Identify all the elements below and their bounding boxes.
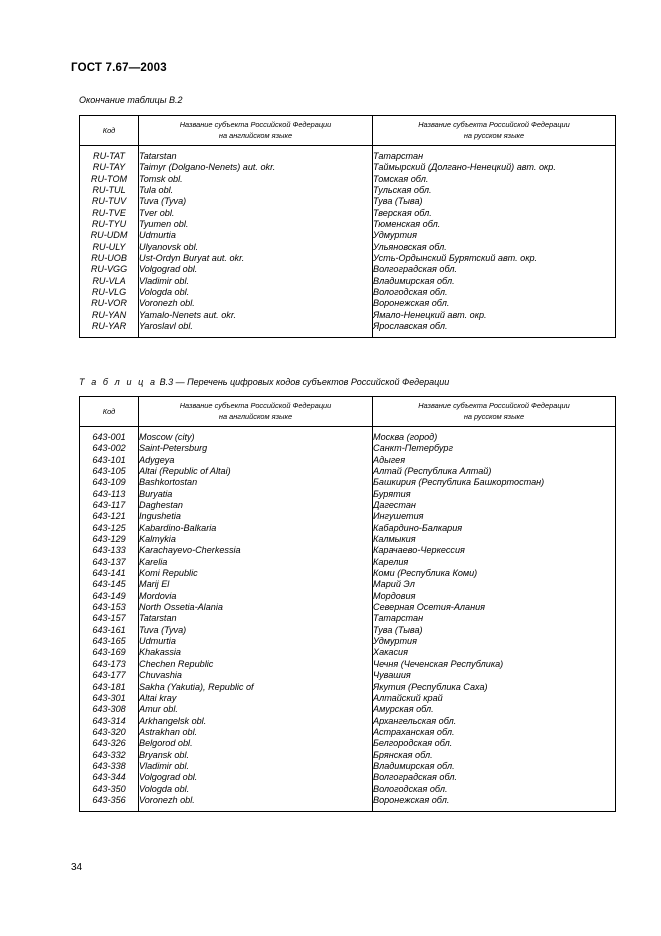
table-row bbox=[80, 545, 616, 556]
cell-name-russian: Удмуртия bbox=[373, 230, 616, 241]
table-row bbox=[80, 591, 616, 602]
cell-name-english: Marij El bbox=[139, 579, 373, 590]
cell-code: RU-VLA bbox=[80, 276, 139, 287]
cell-name-russian: Волгоградская обл. bbox=[373, 772, 616, 783]
table-row bbox=[80, 795, 616, 812]
cell-name-english: Amur obl. bbox=[139, 704, 373, 715]
cell-code: 643-145 bbox=[80, 579, 139, 590]
table-row bbox=[80, 208, 616, 219]
cell-code: RU-VLG bbox=[80, 287, 139, 298]
cell-code: RU-YAR bbox=[80, 321, 139, 338]
cell-name-english: North Ossetia-Alania bbox=[139, 602, 373, 613]
cell-name-english: Bashkortostan bbox=[139, 477, 373, 488]
cell-name-english: Mordovia bbox=[139, 591, 373, 602]
table-row bbox=[80, 750, 616, 761]
cell-name-russian: Татарстан bbox=[373, 145, 616, 162]
cell-name-english: Astrakhan obl. bbox=[139, 727, 373, 738]
cell-name-russian: Удмуртия bbox=[373, 636, 616, 647]
table-row bbox=[80, 693, 616, 704]
cell-name-russian: Тюменская обл. bbox=[373, 219, 616, 230]
column-header-code: Код bbox=[80, 116, 139, 146]
table-b2-head bbox=[80, 116, 616, 146]
cell-name-russian: Санкт-Петербург bbox=[373, 443, 616, 454]
cell-code: 643-161 bbox=[80, 625, 139, 636]
table-b3-head bbox=[80, 397, 616, 427]
table-row bbox=[80, 636, 616, 647]
cell-name-russian: Воронежская обл. bbox=[373, 298, 616, 309]
cell-name-russian: Адыгея bbox=[373, 455, 616, 466]
table-row bbox=[80, 727, 616, 738]
table-b3-caption-label: Т а б л и ц а bbox=[79, 377, 158, 387]
table-row bbox=[80, 455, 616, 466]
cell-name-russian: Чувашия bbox=[373, 670, 616, 681]
table-row bbox=[80, 613, 616, 624]
table-row bbox=[80, 276, 616, 287]
column-header-code: Код bbox=[80, 397, 139, 427]
cell-name-russian: Тульская обл. bbox=[373, 185, 616, 196]
cell-name-english: Saint-Petersburg bbox=[139, 443, 373, 454]
cell-code: RU-YAN bbox=[80, 310, 139, 321]
cell-name-russian: Усть-Ордынский Бурятский авт. окр. bbox=[373, 253, 616, 264]
cell-name-russian: Вологодская обл. bbox=[373, 287, 616, 298]
cell-name-russian: Марий Эл bbox=[373, 579, 616, 590]
cell-code: 643-121 bbox=[80, 511, 139, 522]
table-header-row bbox=[80, 116, 616, 146]
cell-name-english: Vologda obl. bbox=[139, 784, 373, 795]
column-header-russian bbox=[373, 397, 616, 427]
cell-name-english: Karelia bbox=[139, 557, 373, 568]
cell-code: RU-TUV bbox=[80, 196, 139, 207]
table-row bbox=[80, 670, 616, 681]
cell-name-russian: Архангельская обл. bbox=[373, 716, 616, 727]
cell-code: 643-338 bbox=[80, 761, 139, 772]
cell-name-russian: Астраханская обл. bbox=[373, 727, 616, 738]
cell-code: RU-TUL bbox=[80, 185, 139, 196]
column-header-english bbox=[139, 397, 373, 427]
cell-name-russian: Брянская обл. bbox=[373, 750, 616, 761]
cell-code: RU-ULY bbox=[80, 242, 139, 253]
cell-code: RU-UOB bbox=[80, 253, 139, 264]
table-row bbox=[80, 219, 616, 230]
cell-name-english: Udmurtia bbox=[139, 636, 373, 647]
cell-code: RU-VOR bbox=[80, 298, 139, 309]
cell-code: 643-332 bbox=[80, 750, 139, 761]
table-row bbox=[80, 682, 616, 693]
cell-code: 643-169 bbox=[80, 647, 139, 658]
table-row bbox=[80, 298, 616, 309]
table-b3-caption bbox=[79, 377, 449, 387]
cell-code: 643-326 bbox=[80, 738, 139, 749]
table-row bbox=[80, 174, 616, 185]
column-header-english-line2: на английском языке bbox=[218, 131, 293, 141]
table-row bbox=[80, 761, 616, 772]
cell-name-russian: Мордовия bbox=[373, 591, 616, 602]
cell-name-russian: Воронежская обл. bbox=[373, 795, 616, 812]
cell-name-english: Yaroslavl obl. bbox=[139, 321, 373, 338]
table-b2-caption: Окончание таблицы В.2 bbox=[79, 95, 183, 105]
cell-name-english: Sakha (Yakutia), Republic of bbox=[139, 682, 373, 693]
cell-name-russian: Амурская обл. bbox=[373, 704, 616, 715]
cell-name-english: Bryansk obl. bbox=[139, 750, 373, 761]
table-b3-caption-text: В.3 — Перечень цифровых кодов субъектов Российской Федерации bbox=[159, 377, 450, 387]
column-header-english-line1: Название субъекта Российской Федерации bbox=[179, 401, 332, 410]
cell-name-english: Chechen Republic bbox=[139, 659, 373, 670]
cell-code: 643-001 bbox=[80, 426, 139, 443]
column-header-english bbox=[139, 116, 373, 146]
column-header-russian-line2: на русском языке bbox=[463, 131, 525, 141]
table-row bbox=[80, 704, 616, 715]
cell-name-russian: Тува (Тыва) bbox=[373, 625, 616, 636]
cell-name-russian: Якутия (Республика Саха) bbox=[373, 682, 616, 693]
cell-name-russian: Ингушетия bbox=[373, 511, 616, 522]
cell-name-english: Ulyanovsk obl. bbox=[139, 242, 373, 253]
cell-code: 643-320 bbox=[80, 727, 139, 738]
cell-name-english: Voronezh obl. bbox=[139, 795, 373, 812]
table-row bbox=[80, 511, 616, 522]
cell-name-english: Moscow (city) bbox=[139, 426, 373, 443]
cell-code: RU-TYU bbox=[80, 219, 139, 230]
cell-name-english: Vologda obl. bbox=[139, 287, 373, 298]
cell-name-russian: Чечня (Чеченская Республика) bbox=[373, 659, 616, 670]
cell-name-english: Altai (Republic of Altai) bbox=[139, 466, 373, 477]
column-header-russian-line1: Название субъекта Российской Федерации bbox=[418, 401, 570, 410]
cell-code: 643-105 bbox=[80, 466, 139, 477]
table-row bbox=[80, 602, 616, 613]
cell-name-english: Khakassia bbox=[139, 647, 373, 658]
cell-code: 643-165 bbox=[80, 636, 139, 647]
cell-code: 643-101 bbox=[80, 455, 139, 466]
cell-code: RU-TAT bbox=[80, 145, 139, 162]
cell-name-english: Daghestan bbox=[139, 500, 373, 511]
cell-code: 643-137 bbox=[80, 557, 139, 568]
table-row bbox=[80, 477, 616, 488]
cell-code: 643-308 bbox=[80, 704, 139, 715]
table-row bbox=[80, 443, 616, 454]
page-number: 34 bbox=[71, 862, 83, 873]
cell-name-english: Volgograd obl. bbox=[139, 264, 373, 275]
cell-name-russian: Владимирская обл. bbox=[373, 761, 616, 772]
column-header-russian-line1: Название субъекта Российской Федерации bbox=[418, 120, 570, 129]
table-row bbox=[80, 500, 616, 511]
cell-name-english: Kalmykia bbox=[139, 534, 373, 545]
cell-name-russian: Тверская обл. bbox=[373, 208, 616, 219]
cell-name-english: Vladimir obl. bbox=[139, 276, 373, 287]
cell-code: 643-149 bbox=[80, 591, 139, 602]
cell-code: 643-002 bbox=[80, 443, 139, 454]
cell-code: 643-129 bbox=[80, 534, 139, 545]
cell-name-english: Voronezh obl. bbox=[139, 298, 373, 309]
cell-name-russian: Коми (Республика Коми) bbox=[373, 568, 616, 579]
cell-code: 643-157 bbox=[80, 613, 139, 624]
cell-name-english: Vladimir obl. bbox=[139, 761, 373, 772]
cell-code: 643-344 bbox=[80, 772, 139, 783]
cell-name-russian: Бурятия bbox=[373, 489, 616, 500]
table-b2-body bbox=[80, 145, 616, 338]
cell-name-russian: Карелия bbox=[373, 557, 616, 568]
cell-name-russian: Таймырский (Долгано-Ненецкий) авт. окр. bbox=[373, 162, 616, 173]
table-row bbox=[80, 534, 616, 545]
cell-code: 643-133 bbox=[80, 545, 139, 556]
cell-name-english: Ingushetia bbox=[139, 511, 373, 522]
cell-name-russian: Северная Осетия-Алания bbox=[373, 602, 616, 613]
table-row bbox=[80, 466, 616, 477]
cell-name-english: Chuvashia bbox=[139, 670, 373, 681]
cell-name-russian: Башкирия (Республика Башкортостан) bbox=[373, 477, 616, 488]
cell-code: RU-TAY bbox=[80, 162, 139, 173]
table-row bbox=[80, 523, 616, 534]
cell-name-english: Buryatia bbox=[139, 489, 373, 500]
cell-code: 643-117 bbox=[80, 500, 139, 511]
table-row bbox=[80, 647, 616, 658]
cell-code: RU-UDM bbox=[80, 230, 139, 241]
cell-code: RU-TOM bbox=[80, 174, 139, 185]
table-row bbox=[80, 489, 616, 500]
cell-code: 643-181 bbox=[80, 682, 139, 693]
cell-name-english: Komi Republic bbox=[139, 568, 373, 579]
column-header-russian-line2: на русском языке bbox=[463, 412, 525, 422]
cell-name-english: Tver obl. bbox=[139, 208, 373, 219]
cell-name-english: Belgorod obl. bbox=[139, 738, 373, 749]
table-row bbox=[80, 738, 616, 749]
cell-name-english: Volgograd obl. bbox=[139, 772, 373, 783]
cell-name-russian: Москва (город) bbox=[373, 426, 616, 443]
cell-name-english: Udmurtia bbox=[139, 230, 373, 241]
cell-name-english: Tatarstan bbox=[139, 145, 373, 162]
cell-name-russian: Кабардино-Балкария bbox=[373, 523, 616, 534]
cell-name-russian: Калмыкия bbox=[373, 534, 616, 545]
table-row bbox=[80, 264, 616, 275]
cell-name-russian: Алтайский край bbox=[373, 693, 616, 704]
cell-code: 643-301 bbox=[80, 693, 139, 704]
table-row bbox=[80, 625, 616, 636]
cell-name-english: Tula obl. bbox=[139, 185, 373, 196]
table-row bbox=[80, 185, 616, 196]
cell-code: 643-350 bbox=[80, 784, 139, 795]
table-header-row bbox=[80, 397, 616, 427]
cell-code: 643-356 bbox=[80, 795, 139, 812]
cell-code: 643-141 bbox=[80, 568, 139, 579]
column-header-russian bbox=[373, 116, 616, 146]
table-row bbox=[80, 579, 616, 590]
cell-name-english: Tuva (Tyva) bbox=[139, 196, 373, 207]
table-row bbox=[80, 242, 616, 253]
table-row bbox=[80, 568, 616, 579]
cell-code: 643-314 bbox=[80, 716, 139, 727]
cell-code: RU-TVE bbox=[80, 208, 139, 219]
cell-name-russian: Томская обл. bbox=[373, 174, 616, 185]
cell-name-russian: Волгоградская обл. bbox=[373, 264, 616, 275]
cell-name-russian: Татарстан bbox=[373, 613, 616, 624]
cell-name-russian: Хакасия bbox=[373, 647, 616, 658]
table-row bbox=[80, 784, 616, 795]
cell-name-english: Tyumen obl. bbox=[139, 219, 373, 230]
cell-name-english: Tatarstan bbox=[139, 613, 373, 624]
cell-code: 643-125 bbox=[80, 523, 139, 534]
cell-name-english: Tomsk obl. bbox=[139, 174, 373, 185]
cell-name-russian: Владимирская обл. bbox=[373, 276, 616, 287]
table-row bbox=[80, 230, 616, 241]
table-row bbox=[80, 253, 616, 264]
standard-header: ГОСТ 7.67—2003 bbox=[71, 62, 167, 74]
cell-name-english: Ust-Ordyn Buryat aut. okr. bbox=[139, 253, 373, 264]
cell-name-russian: Алтай (Республика Алтай) bbox=[373, 466, 616, 477]
cell-name-russian: Ямало-Ненецкий авт. окр. bbox=[373, 310, 616, 321]
cell-name-russian: Дагестан bbox=[373, 500, 616, 511]
cell-name-russian: Белгородская обл. bbox=[373, 738, 616, 749]
table-row bbox=[80, 310, 616, 321]
table-row bbox=[80, 659, 616, 670]
table-row bbox=[80, 196, 616, 207]
cell-name-english: Adygeya bbox=[139, 455, 373, 466]
cell-name-english: Altai kray bbox=[139, 693, 373, 704]
cell-name-english: Taimyr (Dolgano-Nenets) aut. okr. bbox=[139, 162, 373, 173]
cell-name-english: Karachayevo-Cherkessia bbox=[139, 545, 373, 556]
cell-code: 643-109 bbox=[80, 477, 139, 488]
cell-name-russian: Карачаево-Черкессия bbox=[373, 545, 616, 556]
table-row bbox=[80, 321, 616, 338]
cell-name-english: Yamalo-Nenets aut. okr. bbox=[139, 310, 373, 321]
table-row bbox=[80, 287, 616, 298]
cell-name-russian: Тува (Тыва) bbox=[373, 196, 616, 207]
cell-name-english: Arkhangelsk obl. bbox=[139, 716, 373, 727]
cell-name-russian: Ульяновская обл. bbox=[373, 242, 616, 253]
column-header-english-line2: на английском языке bbox=[218, 412, 293, 422]
cell-name-english: Tuva (Tyva) bbox=[139, 625, 373, 636]
column-header-english-line1: Название субъекта Российской Федерации bbox=[179, 120, 332, 129]
cell-code: 643-153 bbox=[80, 602, 139, 613]
cell-name-russian: Вологодская обл. bbox=[373, 784, 616, 795]
table-row bbox=[80, 772, 616, 783]
table-row bbox=[80, 145, 616, 162]
table-row bbox=[80, 426, 616, 443]
cell-code: RU-VGG bbox=[80, 264, 139, 275]
table-row bbox=[80, 557, 616, 568]
cell-name-english: Kabardino-Balkaria bbox=[139, 523, 373, 534]
table-row bbox=[80, 716, 616, 727]
table-b2 bbox=[79, 115, 616, 338]
table-b3-body bbox=[80, 426, 616, 811]
cell-code: 643-173 bbox=[80, 659, 139, 670]
cell-name-russian: Ярославская обл. bbox=[373, 321, 616, 338]
table-b3 bbox=[79, 396, 616, 812]
cell-code: 643-177 bbox=[80, 670, 139, 681]
table-row bbox=[80, 162, 616, 173]
cell-code: 643-113 bbox=[80, 489, 139, 500]
